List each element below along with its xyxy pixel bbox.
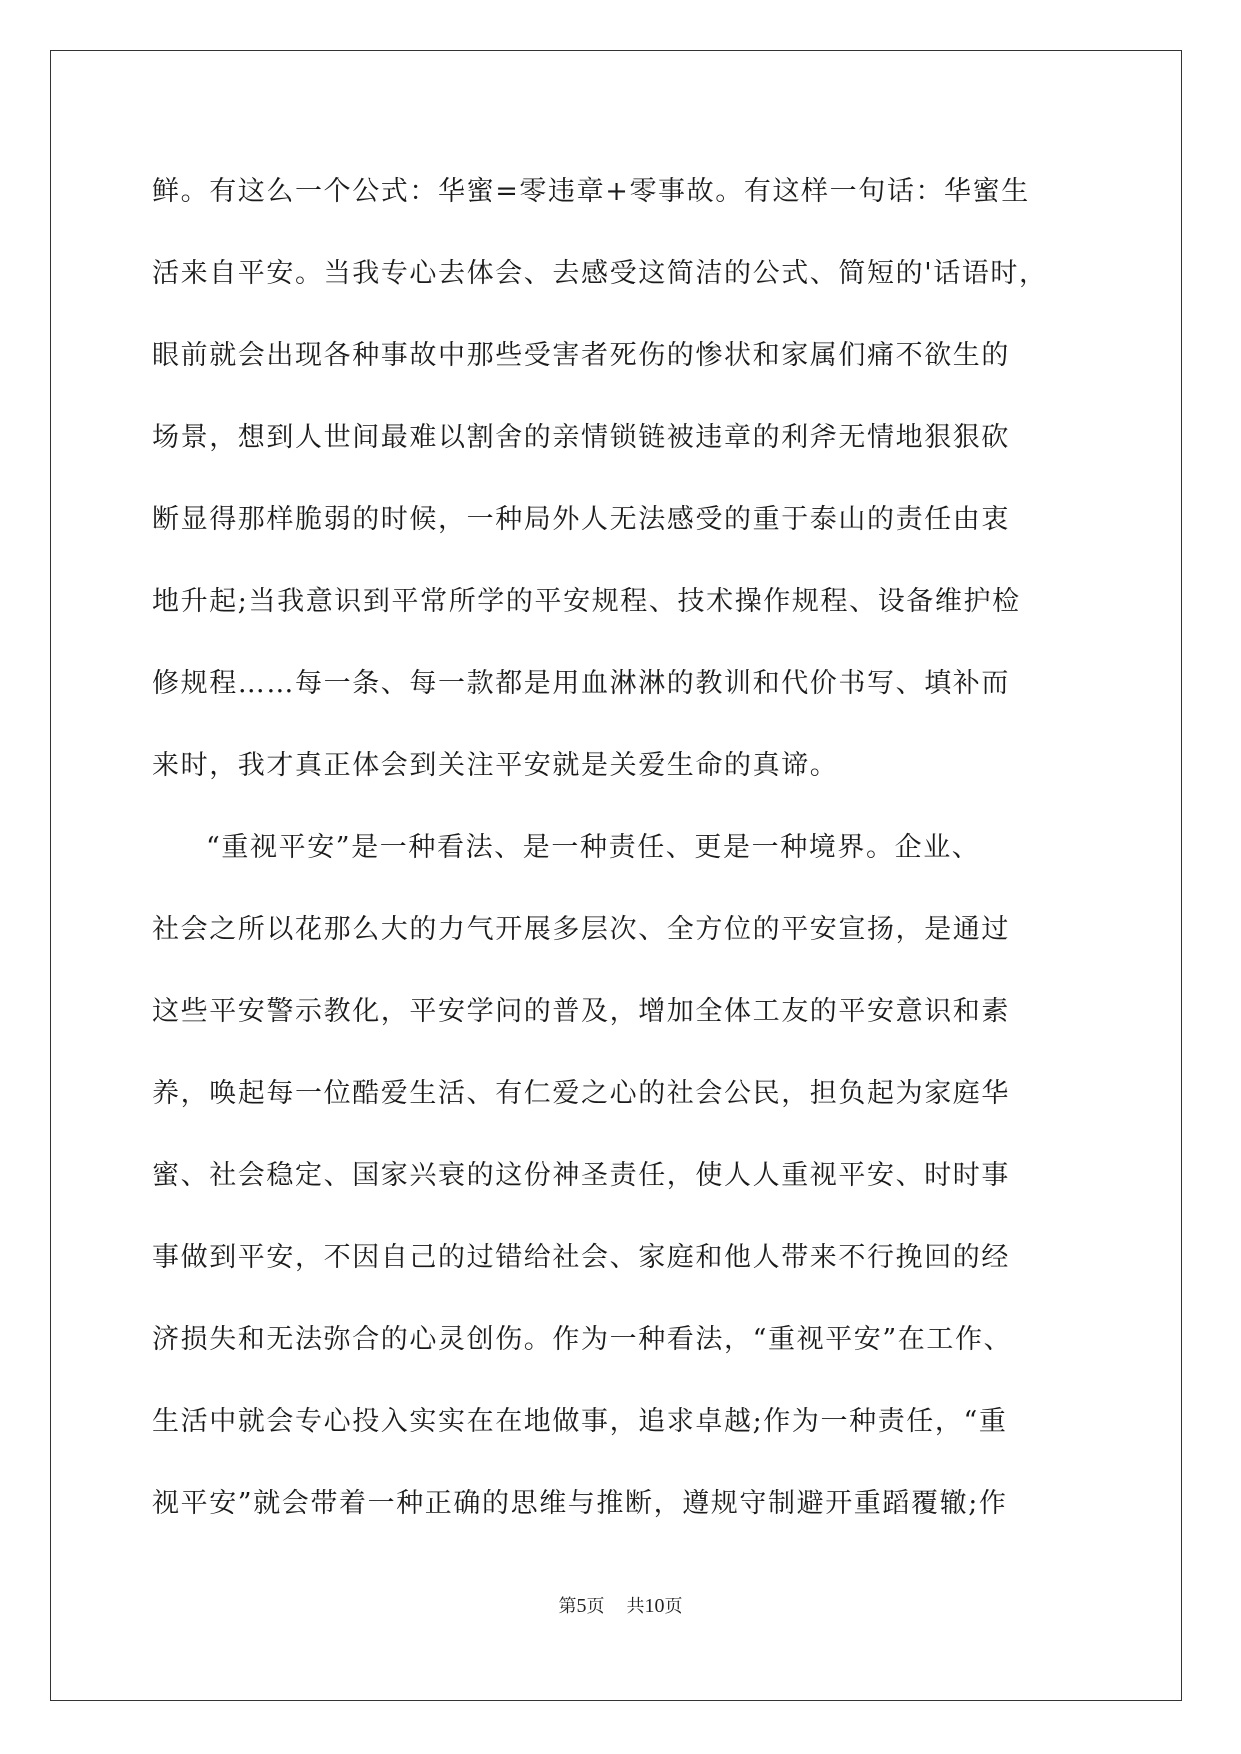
text-line: 活来自平安。当我专心去体会、去感受这简洁的公式、简短的'话语时， (152, 258, 1048, 289)
total-prefix: 共 (626, 1596, 645, 1617)
text-line: 蜜、社会稳定、国家兴衰的这份神圣责任，使人人重视平安、时时事 (152, 1160, 1010, 1191)
text-line: 社会之所以花那么大的力气开展多层次、全方位的平安宣扬，是通过 (152, 914, 1010, 945)
text-line: 济损失和无法弥合的心灵创伤。作为一种看法，“重视平安”在工作、 (152, 1324, 1013, 1355)
text-line: 这些平安警示教化，平安学问的普及，增加全体工友的平安意识和素 (152, 996, 1010, 1027)
text-line: 来时，我才真正体会到关注平安就是关爱生命的真谛。 (152, 750, 839, 781)
text-line: 事做到平安，不因自己的过错给社会、家庭和他人带来不行挽回的经 (152, 1242, 1010, 1273)
total-suffix: 页 (664, 1596, 683, 1617)
text-line: 养，唤起每一位酷爱生活、有仁爱之心的社会公民，担负起为家庭华 (152, 1078, 1010, 1109)
text-line: 视平安”就会带着一种正确的思维与推断，遵规守制避开重蹈覆辙;作 (152, 1488, 1008, 1519)
text-line: 修规程……每一条、每一款都是用血淋淋的教训和代价书写、填补而 (152, 668, 1010, 699)
text-line: 鲜。有这么一个公式：华蜜=零违章+零事故。有这样一句话：华蜜生 (152, 176, 1030, 207)
page-prefix: 第 (558, 1596, 577, 1617)
text-line: 地升起;当我意识到平常所学的平安规程、技术操作规程、设备维护检 (152, 586, 1021, 617)
text-line: 断显得那样脆弱的时候，一种局外人无法感受的重于泰山的责任由衷 (152, 504, 1010, 535)
page-current: 5 (576, 1595, 587, 1617)
paragraph-start-line: “重视平安”是一种看法、是一种责任、更是一种境界。企业、 (206, 832, 981, 863)
text-line: 场景，想到人世间最难以割舍的亲情锁链被违章的利斧无情地狠狠砍 (152, 422, 1010, 453)
page-suffix: 页 (586, 1596, 605, 1617)
page-total: 10 (644, 1595, 665, 1617)
body-text (152, 162, 1112, 1556)
text-line: 生活中就会专心投入实实在在地做事，追求卓越;作为一种责任，“重 (152, 1406, 1008, 1437)
text-line: 眼前就会出现各种事故中那些受害者死伤的惨状和家属们痛不欲生的 (152, 340, 1010, 371)
page-footer (0, 1592, 1241, 1618)
